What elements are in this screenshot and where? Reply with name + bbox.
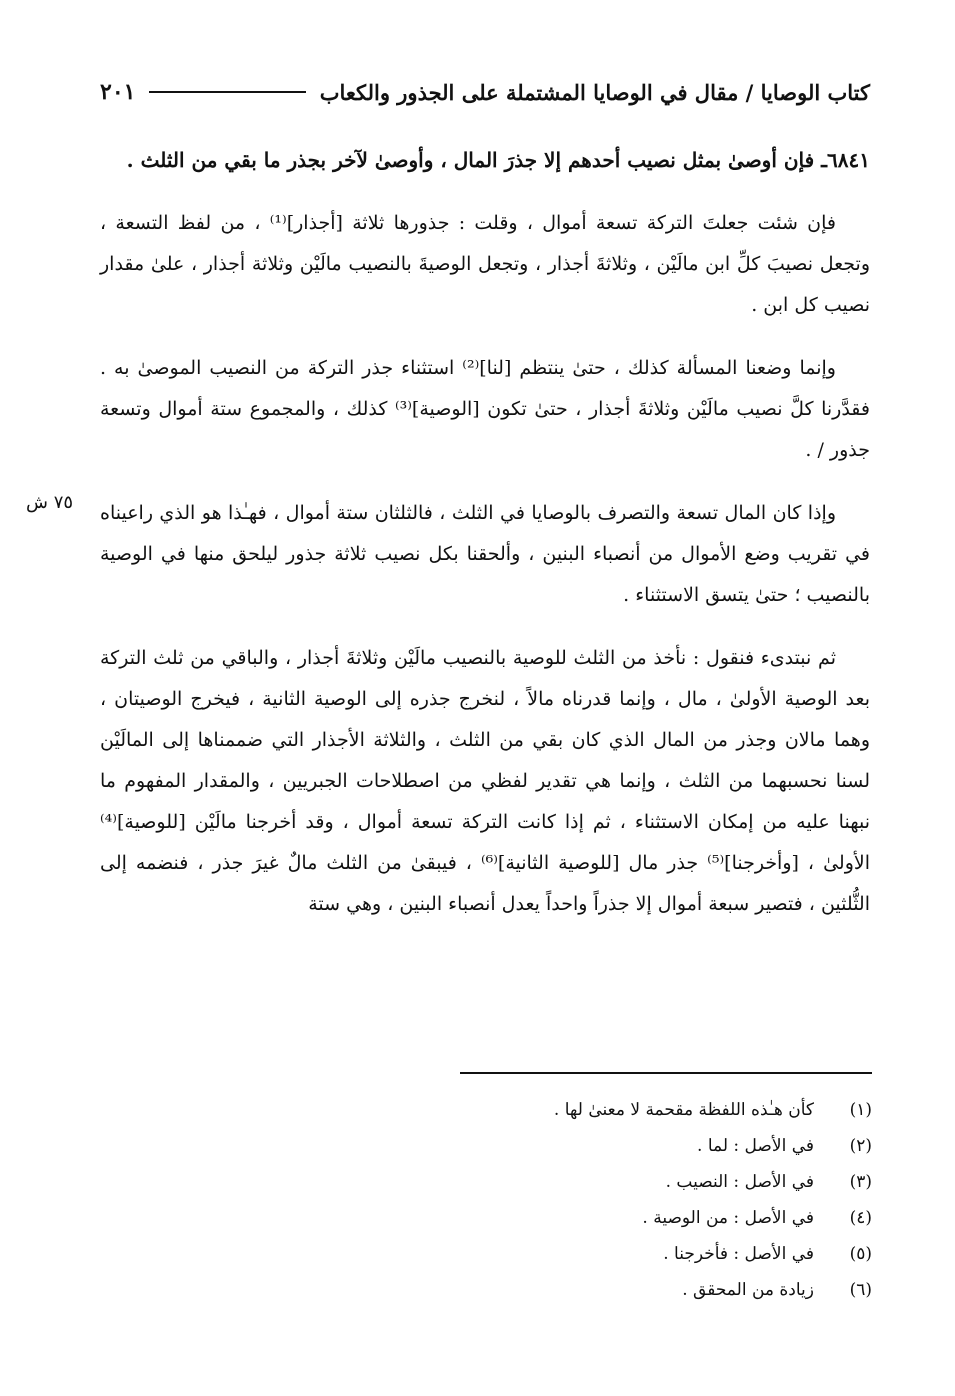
footnote-separator [460,1072,872,1074]
footnote-number: (٢) [849,1136,872,1156]
paragraph: ثم نبتدىء فنقول : نأخذ من الثلث للوصية بالنصيب مالَيْن وثلاثةَ أجذار ، والباقي من ثلث التركة بعد الوصية الأولىٰ ، مال ، وإنما قدرناه مالاً ، لنخرج جذره إلى الوصية الثانية ، فيخرج الوصيتان ، وهما مالان وجذر من المال الذي كان بقي من الثلث ، والثلاثة الأجذار التي ضممناها إلى المالَيْن لسنا نحسبهما من الثلث ، وإنما هي تقدير لفظي من اصطلاحات الجبريين ، والمقدار المفهوم ما نبهنا عليه من إمكان الاستثناء ، ثم إذا كانت التركة تسعة أموال ، وقد أخرجنا مالَيْن [للوصية]⁽⁴⁾ الأولىٰ ، [وأخرجنا]⁽⁵⁾ جذر مال [للوصية الثانية]⁽⁶⁾ ، فيبقىٰ من الثلث مالٌ غيرَ جذر ، فنضمه إلى الثُّلثين ، فتصير سبعة أموال إلا جذراً واحداً يعدل أنصباء البنين ، وهي ستة [100,647,870,915]
main-text [100,140,870,947]
footnote-number: (٥) [849,1244,872,1264]
footnote [300,1128,872,1164]
footnote-number: (٦) [849,1280,872,1300]
paragraph-issue: ٦٨٤١ـ فإن أوصىٰ بمثل نصيب أحدهم إلا جذرَ المال ، وأوصىٰ لآخر بجذر ما بقي من الثلث . [126,148,870,172]
paragraph: فإن شئت جعلتَ التركة تسعة أموال ، وقلت : جذورها ثلاثة [أجذار]⁽¹⁾ ، من لفظ التسعة ، وتجعل نصيبَ كلِّ ابن مالَيْن ، وثلاثةَ أجذار ، وتجعل الوصيةَ بالنصيب مالَيْن وثلاثة أجذار ، علىٰ مقدار نصيب كل ابن . [100,212,870,316]
footnote-text: زيادة من المحقق . [682,1280,814,1300]
footnote [300,1272,872,1308]
footnote-text: في الأصل : من الوصية . [642,1208,814,1228]
footnote [300,1164,872,1200]
header-title: كتاب الوصايا / مقال في الوصايا المشتملة على الجذور والكعاب [319,79,870,105]
footnote-text: في الأصل : النصيب . [665,1172,814,1192]
footnotes [300,1092,872,1308]
footnote-text: في الأصل : فأخرجنا . [663,1244,814,1264]
footnote-number: (٣) [849,1172,872,1192]
paragraph: وإذا كان المال تسعة والتصرف بالوصايا في الثلث ، فالثلثان ستة أموال ، فهـٰذا هو الذي راعيناه في تقريب وضع الأموال من أنصباء البنين ، وألحقنا بكل نصيب ثلاثة جذور ليلحق منها في الوصية بالنصيب ؛ حتىٰ يتسق الاستثناء . [100,502,870,606]
footnote [300,1200,872,1236]
footnote [300,1092,872,1128]
paragraph: وإنما وضعنا المسألة كذلك ، حتىٰ ينتظم [لنا]⁽²⁾ استثناء جذر التركة من النصيب الموصىٰ به . فقدَّرنا كلَّ نصيب مالَيْن وثلاثةَ أجذار ، حتىٰ تكون [الوصية]⁽³⁾ كذلك ، والمجموع ستة أموال وتسعة جذور / . [100,357,871,461]
page-number: ٢٠١ [100,79,136,105]
footnote [300,1236,872,1272]
footnote-text: كأن هـٰذه اللفظة مقحمة لا معنىٰ لها . [553,1100,814,1120]
margin-folio-note: ٧٥ ش [26,492,74,513]
footnote-number: (٤) [849,1208,872,1228]
running-header [100,72,870,112]
footnote-text: في الأصل : لما . [697,1136,814,1156]
header-rule [149,91,305,93]
footnote-number: (١) [849,1100,872,1120]
